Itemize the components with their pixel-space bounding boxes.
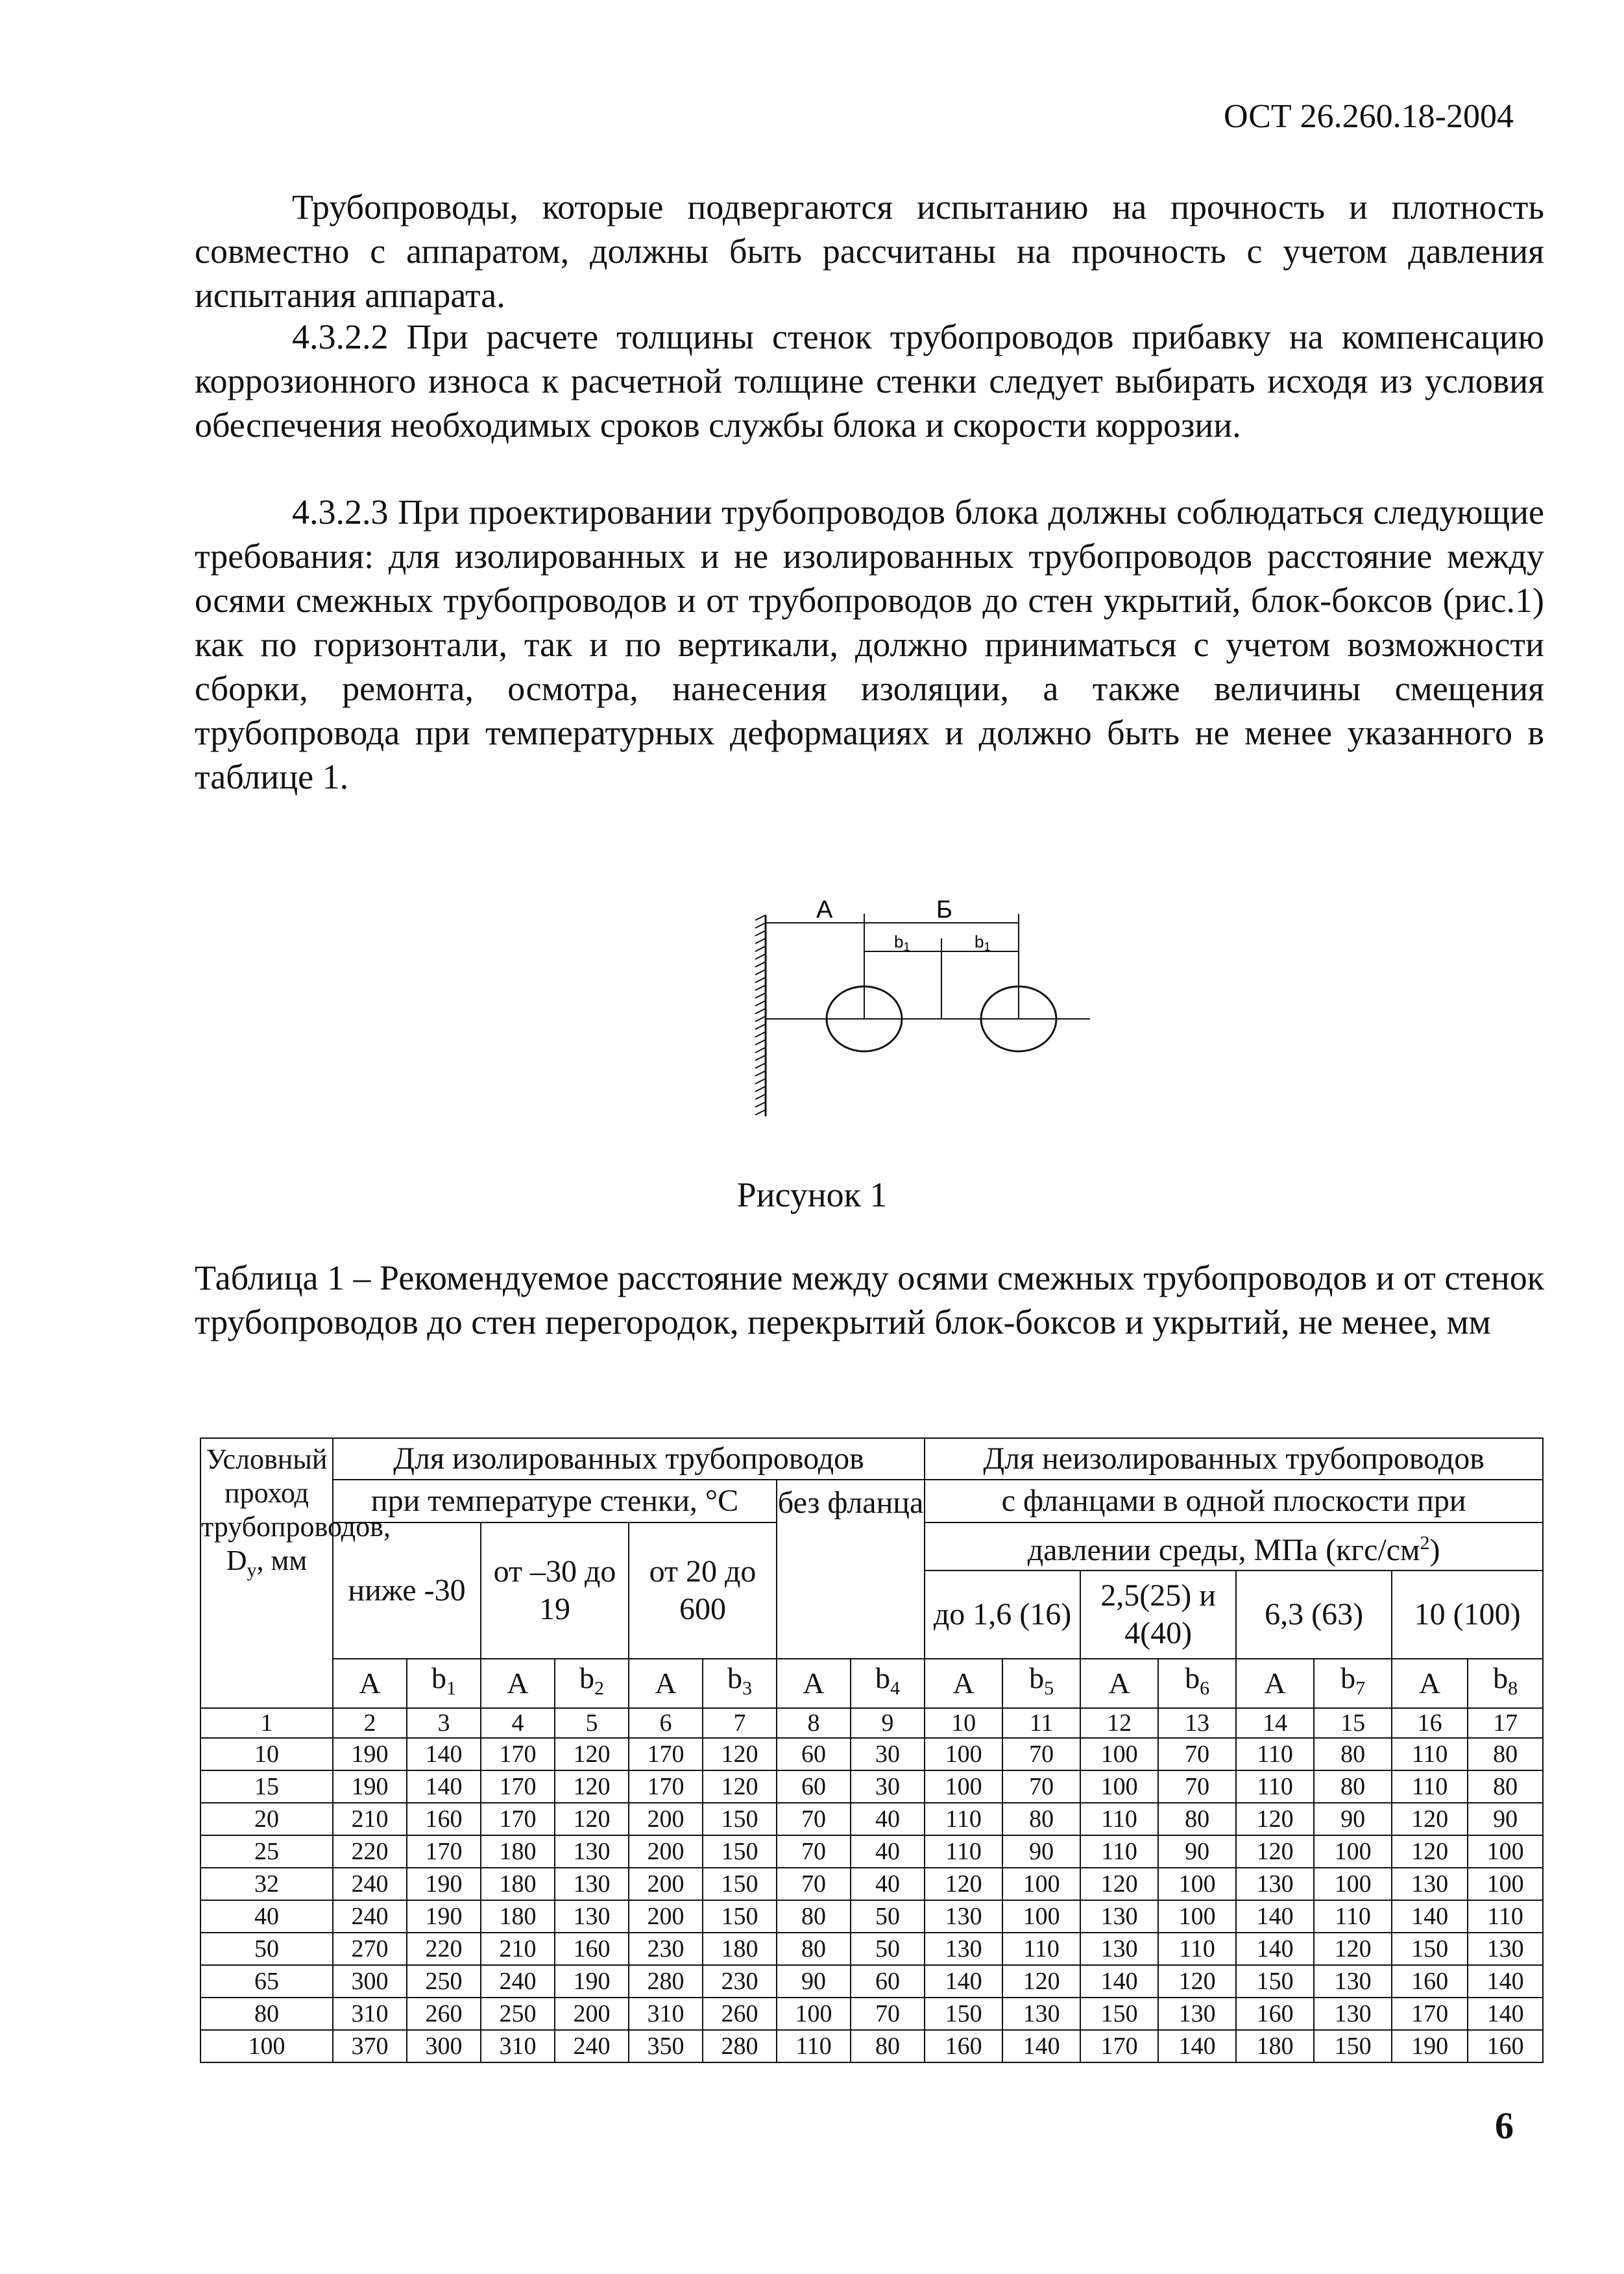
table-cell: 90 (777, 1965, 851, 1998)
table-cell: 120 (555, 1738, 629, 1770)
table-cell: 160 (407, 1803, 481, 1835)
table-cell: 80 (1158, 1803, 1236, 1835)
header-pressure-1-6: до 1,6 (16) (925, 1571, 1080, 1659)
column-number-cell: 6 (629, 1708, 703, 1738)
table-cell: 110 (1080, 1803, 1158, 1835)
table-row (200, 1803, 1543, 1835)
table-cell: 160 (1392, 1965, 1468, 1998)
table-cell: 120 (1392, 1835, 1468, 1868)
header-col-a: А (777, 1659, 851, 1708)
table-cell: 310 (333, 1998, 407, 2030)
table-cell: 200 (629, 1835, 703, 1868)
table-cell: 130 (925, 1933, 1002, 1965)
table-cell: 250 (407, 1965, 481, 1998)
table-cell: 170 (481, 1803, 555, 1835)
header-col-a: А (1392, 1659, 1468, 1708)
table-cell: 100 (1158, 1868, 1236, 1900)
table-cell: 190 (333, 1770, 407, 1803)
table-cell: 80 (777, 1900, 851, 1933)
paragraph-text: 4.3.2.2 При расчете толщины стенок трубопроводов прибавку на компенсацию коррозионного износа к расчетной толщине стенки следует выбирать исходя из условия обеспечения необходимых сроков службы блока и скорости коррозии. (195, 317, 1544, 445)
table-cell: 120 (555, 1770, 629, 1803)
table-cell: 170 (1392, 1998, 1468, 2030)
label-b: Б (936, 896, 952, 923)
header-col-a: А (481, 1659, 555, 1708)
header-col-a: А (925, 1659, 1002, 1708)
column-number-cell: 2 (333, 1708, 407, 1738)
label-b1-right: b1 (975, 932, 991, 953)
column-number-cell: 8 (777, 1708, 851, 1738)
table-cell: 130 (555, 1868, 629, 1900)
table-cell: 140 (407, 1738, 481, 1770)
table-cell: 60 (851, 1965, 925, 1998)
table-row (200, 2030, 1543, 2062)
table-title: Таблица 1 – Рекомендуемое расстояние между осями смежных трубопроводов и от стенок трубопроводов до стен перегородок, перекрытий блок-боксов и укрытий, не менее, мм (195, 1258, 1544, 1341)
table-cell: 300 (333, 1965, 407, 1998)
table-cell: 170 (1080, 2030, 1158, 2062)
table-cell: 50 (851, 1900, 925, 1933)
column-number-cell: 10 (925, 1708, 1002, 1738)
table-cell: 100 (1002, 1868, 1080, 1900)
table-cell: 250 (481, 1998, 555, 2030)
table-cell: 180 (1236, 2030, 1314, 2062)
table-cell: 130 (1468, 1933, 1543, 1965)
table-cell: 140 (1080, 1965, 1158, 1998)
table-cell: 120 (1002, 1965, 1080, 1998)
table-cell: 150 (703, 1835, 777, 1868)
table-cell: 300 (407, 2030, 481, 2062)
table-cell: 180 (481, 1868, 555, 1900)
table-cell: 40 (851, 1803, 925, 1835)
header-col-a: А (1080, 1659, 1158, 1708)
table-cell: 160 (1468, 2030, 1543, 2062)
table-cell: 70 (777, 1835, 851, 1868)
table-cell: 140 (1236, 1933, 1314, 1965)
table-cell: 100 (1080, 1770, 1158, 1803)
paragraph-4-3-2-3 (195, 490, 1544, 799)
table-row (200, 1900, 1543, 1933)
table-cell: 30 (851, 1770, 925, 1803)
table-cell: 170 (629, 1770, 703, 1803)
header-temp-minus-30-to-19: от –30 до 19 (481, 1522, 629, 1659)
table-cell: 180 (481, 1835, 555, 1868)
header-temp-below-minus-30: ниже -30 (333, 1522, 481, 1659)
table-cell: 140 (1236, 1900, 1314, 1933)
table-cell: 170 (481, 1770, 555, 1803)
table-cell: 140 (1158, 2030, 1236, 2062)
table-cell: 130 (1236, 1868, 1314, 1900)
table-cell: 240 (333, 1900, 407, 1933)
header-no-flange: без фланца (777, 1480, 925, 1659)
header-col-a: А (1236, 1659, 1314, 1708)
table-cell: 130 (1314, 1965, 1392, 1998)
table-cell: 230 (629, 1933, 703, 1965)
table-cell: 90 (1002, 1835, 1080, 1868)
column-number-cell: 7 (703, 1708, 777, 1738)
table-cell: 110 (777, 2030, 851, 2062)
column-number-cell: 4 (481, 1708, 555, 1738)
table-cell: 70 (1002, 1770, 1080, 1803)
table-cell: 50 (851, 1933, 925, 1965)
table-cell: 190 (407, 1900, 481, 1933)
table-cell: 200 (629, 1868, 703, 1900)
table-cell: 370 (333, 2030, 407, 2062)
figure-caption: Рисунок 1 (736, 1175, 888, 1214)
row-nominal-diameter-cell: 65 (200, 1965, 333, 1998)
header-pressure-10: 10 (100) (1392, 1571, 1543, 1659)
header-col-b6: $b_6$ (1158, 1659, 1236, 1708)
table-cell: 70 (851, 1998, 925, 2030)
column-number-cell: 17 (1468, 1708, 1543, 1738)
table-row (200, 1738, 1543, 1770)
header-pressure-6-3: 6,3 (63) (1236, 1571, 1392, 1659)
table-cell: 150 (1392, 1933, 1468, 1965)
figure-1-diagram (740, 889, 1129, 1123)
column-number-cell: 13 (1158, 1708, 1236, 1738)
table-cell: 150 (1080, 1998, 1158, 2030)
table-cell: 310 (481, 2030, 555, 2062)
table-cell: 160 (1236, 1998, 1314, 2030)
table-cell: 30 (851, 1738, 925, 1770)
column-number-cell: 5 (555, 1708, 629, 1738)
table-cell: 120 (703, 1770, 777, 1803)
table-row (200, 1965, 1543, 1998)
header-conditional-pass: Условный проход трубопроводов, $D_у$, мм (200, 1438, 333, 1708)
column-number-row (200, 1708, 1543, 1738)
table-cell: 130 (1080, 1900, 1158, 1933)
table-cell: 110 (1236, 1770, 1314, 1803)
table-cell: 170 (481, 1738, 555, 1770)
table-cell: 60 (777, 1770, 851, 1803)
table-cell: 100 (925, 1770, 1002, 1803)
table-cell: 120 (703, 1738, 777, 1770)
table-cell: 80 (1468, 1770, 1543, 1803)
table-cell: 210 (481, 1933, 555, 1965)
table-cell: 150 (1314, 2030, 1392, 2062)
table-cell: 80 (1314, 1770, 1392, 1803)
table-cell: 110 (1002, 1933, 1080, 1965)
table-cell: 100 (1468, 1835, 1543, 1868)
row-nominal-diameter-cell: 40 (200, 1900, 333, 1933)
table-cell: 80 (851, 2030, 925, 2062)
page-number: 6 (1495, 2105, 1514, 2147)
header-insulated-group: Для изолированных трубопроводов (333, 1438, 925, 1480)
table-cell: 130 (555, 1900, 629, 1933)
distance-table (200, 1437, 1544, 2063)
table-cell: 130 (925, 1900, 1002, 1933)
table-cell: 350 (629, 2030, 703, 2062)
header-col-b3: $b_3$ (703, 1659, 777, 1708)
table-cell: 130 (1314, 1998, 1392, 2030)
table-cell: 190 (407, 1868, 481, 1900)
header-flanges-line1: с фланцами в одной плоскости при (925, 1480, 1543, 1522)
table-cell: 140 (925, 1965, 1002, 1998)
table-cell: 140 (1468, 1998, 1543, 2030)
table-cell: 100 (1158, 1900, 1236, 1933)
row-nominal-diameter-cell: 80 (200, 1998, 333, 2030)
table-cell: 130 (1080, 1933, 1158, 1965)
table-cell: 240 (481, 1965, 555, 1998)
table-cell: 110 (1236, 1738, 1314, 1770)
column-number-cell: 14 (1236, 1708, 1314, 1738)
table-cell: 120 (1158, 1965, 1236, 1998)
paragraph-text: 4.3.2.3 При проектировании трубопроводов блока должны соблюдаться следующие требования: для изолированных и не изолированных трубопроводов расстояние между осями смежных трубопроводов и от трубопроводов до стен укрытий, блок-боксов (рис.1) как по горизонтали, так и по вертикали, должно приниматься с учетом возможности сборки, ремонта, осмотра, нанесения изоляции, а также величины смещения трубопровода при температурных деформациях и должно быть не менее указанного в таблице 1. (195, 493, 1544, 796)
table-cell: 130 (1002, 1998, 1080, 2030)
table-cell: 190 (1392, 2030, 1468, 2062)
header-temp-20-to-600: от 20 до 600 (629, 1522, 777, 1659)
table-cell: 70 (1002, 1738, 1080, 1770)
table-cell: 310 (629, 1998, 703, 2030)
table-cell: 140 (1392, 1900, 1468, 1933)
header-wall-temperature: при температуре стенки, °С (333, 1480, 777, 1522)
table-cell: 120 (1080, 1868, 1158, 1900)
header-col-b7: $b_7$ (1314, 1659, 1392, 1708)
table-cell: 150 (703, 1900, 777, 1933)
table-cell: 40 (851, 1868, 925, 1900)
table-row (200, 1770, 1543, 1803)
table-cell: 140 (1002, 2030, 1080, 2062)
wall-hatching (755, 915, 766, 1115)
table-cell: 90 (1158, 1835, 1236, 1868)
table-row (200, 1933, 1543, 1965)
row-nominal-diameter-cell: 32 (200, 1868, 333, 1900)
table-cell: 110 (925, 1803, 1002, 1835)
table-cell: 40 (851, 1835, 925, 1868)
table-cell: 70 (1158, 1738, 1236, 1770)
table-cell: 110 (1314, 1900, 1392, 1933)
table-cell: 110 (1468, 1900, 1543, 1933)
row-nominal-diameter-cell: 15 (200, 1770, 333, 1803)
table-cell: 160 (925, 2030, 1002, 2062)
table-cell: 70 (1158, 1770, 1236, 1803)
table-cell: 150 (703, 1803, 777, 1835)
table-cell: 120 (1392, 1803, 1468, 1835)
row-nominal-diameter-cell: 20 (200, 1803, 333, 1835)
table-cell: 160 (555, 1933, 629, 1965)
table-cell: 280 (629, 1965, 703, 1998)
table-row (200, 1868, 1543, 1900)
table-cell: 70 (777, 1868, 851, 1900)
column-number-cell: 1 (200, 1708, 333, 1738)
table-cell: 140 (407, 1770, 481, 1803)
column-number-cell: 15 (1314, 1708, 1392, 1738)
table-cell: 100 (925, 1738, 1002, 1770)
header-flanges-line2: давлении среды, МПа $(кгс/см^2)$ (925, 1522, 1543, 1571)
table-cell: 180 (481, 1900, 555, 1933)
row-nominal-diameter-cell: 10 (200, 1738, 333, 1770)
table-cell: 220 (333, 1835, 407, 1868)
table-cell: 100 (1468, 1868, 1543, 1900)
table-cell: 80 (777, 1933, 851, 1965)
column-number-cell: 9 (851, 1708, 925, 1738)
paragraph-4-3-2-2 (195, 315, 1544, 447)
table-cell: 140 (1468, 1965, 1543, 1998)
table-row (200, 1998, 1543, 2030)
table-cell: 130 (555, 1835, 629, 1868)
table-cell: 260 (703, 1998, 777, 2030)
table-cell: 80 (1468, 1738, 1543, 1770)
table-cell: 150 (703, 1868, 777, 1900)
table-cell: 170 (407, 1835, 481, 1868)
table-body (200, 1708, 1543, 2062)
table-cell: 100 (1080, 1738, 1158, 1770)
row-nominal-diameter-cell: 50 (200, 1933, 333, 1965)
header-pressure-2-5-4: 2,5(25) и 4(40) (1080, 1571, 1236, 1659)
table-cell: 80 (1314, 1738, 1392, 1770)
table-cell: 110 (1158, 1933, 1236, 1965)
column-number-cell: 12 (1080, 1708, 1158, 1738)
table-cell: 70 (777, 1803, 851, 1835)
table-cell: 110 (925, 1835, 1002, 1868)
table-cell: 240 (555, 2030, 629, 2062)
table-cell: 150 (925, 1998, 1002, 2030)
column-number-cell: 3 (407, 1708, 481, 1738)
table-cell: 220 (407, 1933, 481, 1965)
table-row (200, 1835, 1543, 1868)
table-cell: 210 (333, 1803, 407, 1835)
row-nominal-diameter-cell: 25 (200, 1835, 333, 1868)
header-col-b5: $b_5$ (1002, 1659, 1080, 1708)
column-number-cell: 11 (1002, 1708, 1080, 1738)
header-col-a: А (629, 1659, 703, 1708)
table-cell: 100 (777, 1998, 851, 2030)
table-cell: 120 (925, 1868, 1002, 1900)
table-cell: 200 (629, 1900, 703, 1933)
row-nominal-diameter-cell: 100 (200, 2030, 333, 2062)
table-cell: 120 (1314, 1933, 1392, 1965)
table-cell: 80 (1002, 1803, 1080, 1835)
table-cell: 90 (1314, 1803, 1392, 1835)
table-cell: 110 (1392, 1738, 1468, 1770)
table-cell: 120 (1236, 1835, 1314, 1868)
column-number-cell: 16 (1392, 1708, 1468, 1738)
header-col-a: А (333, 1659, 407, 1708)
table-cell: 190 (555, 1965, 629, 1998)
table-cell: 240 (333, 1868, 407, 1900)
table-cell: 150 (1236, 1965, 1314, 1998)
label-b1-left: b1 (894, 932, 910, 953)
table-cell: 120 (1236, 1803, 1314, 1835)
table-cell: 200 (555, 1998, 629, 2030)
table-cell: 260 (407, 1998, 481, 2030)
label-a: А (816, 896, 833, 923)
table-cell: 100 (1002, 1900, 1080, 1933)
table-cell: 100 (1314, 1868, 1392, 1900)
paragraph-text: Трубопроводы, которые подвергаются испытанию на прочность и плотность совместно с аппаратом, должны быть рассчитаны на прочность с учетом давления испытания аппарата. (195, 188, 1544, 315)
table-cell: 90 (1468, 1803, 1543, 1835)
table-cell: 110 (1080, 1835, 1158, 1868)
table-cell: 230 (703, 1965, 777, 1998)
table-cell: 280 (703, 2030, 777, 2062)
paragraph-pipelines-testing (195, 185, 1544, 317)
header-col-b4: $b_4$ (851, 1659, 925, 1708)
table-cell: 190 (333, 1738, 407, 1770)
table-cell: 60 (777, 1738, 851, 1770)
table-cell: 270 (333, 1933, 407, 1965)
table-cell: 130 (1392, 1868, 1468, 1900)
table-cell: 130 (1158, 1998, 1236, 2030)
header-col-b8: $b_8$ (1468, 1659, 1543, 1708)
table-cell: 180 (703, 1933, 777, 1965)
table-cell: 200 (629, 1803, 703, 1835)
header-col-b2: $b_2$ (555, 1659, 629, 1708)
table-cell: 110 (1392, 1770, 1468, 1803)
table-cell: 170 (629, 1738, 703, 1770)
table-cell: 120 (555, 1803, 629, 1835)
header-col-b1: $b_1$ (407, 1659, 481, 1708)
document-code: ОСТ 26.260.18-2004 (1224, 98, 1514, 135)
table-cell: 100 (1314, 1835, 1392, 1868)
header-uninsulated-group: Для неизолированных трубопроводов (925, 1438, 1543, 1480)
